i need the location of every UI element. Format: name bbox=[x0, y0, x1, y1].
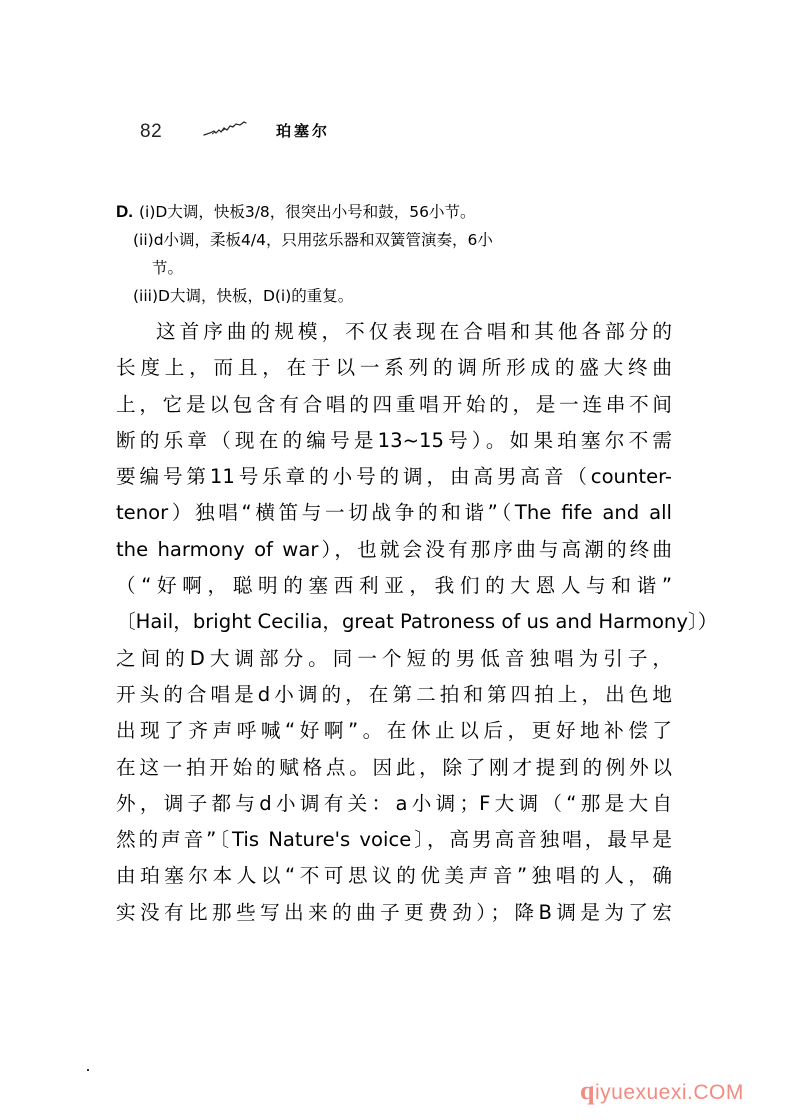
paragraph-line: 出现了齐声呼喊“好啊”。在休止以后，更好地补偿了 bbox=[116, 719, 672, 743]
watermark-text: iyuexuexi.COM bbox=[594, 1081, 744, 1104]
list-item-continuation bbox=[116, 254, 676, 282]
section-label: D. bbox=[116, 202, 133, 221]
list-item-text: (i)D大调，快板3/8，很突出小号和鼓，56小节。 bbox=[139, 203, 476, 221]
paragraph-line: 长度上，而且，在于以一系列的调所形成的盛大终曲 bbox=[116, 356, 672, 380]
paragraph-line: 之间的D大调部分。同一个短的男低音独唱为引子， bbox=[116, 646, 672, 670]
list-item bbox=[116, 226, 676, 254]
running-title: 珀塞尔 bbox=[276, 122, 331, 140]
page-number: 82 bbox=[140, 121, 163, 142]
paragraph-line: 〔Hail，bright Cecilia，great Patroness of us and Harmony〕） bbox=[116, 610, 718, 634]
paragraph-line: the harmony of war），也就会没有那序曲与高潮的终曲 bbox=[116, 537, 672, 561]
list-item-text: 节。 bbox=[152, 259, 184, 277]
paragraph-line: 在这一拍开始的赋格点。因此，除了刚才提到的例外以 bbox=[116, 755, 672, 779]
paragraph-line: 由珀塞尔本人以“不可思议的优美声音”独唱的人，确 bbox=[116, 864, 672, 888]
paragraph-line: 断的乐章（现在的编号是13~15号）。如果珀塞尔不需 bbox=[116, 428, 672, 452]
paragraph-line: 要编号第11号乐章的小号的调，由高男高音（counter- bbox=[116, 465, 672, 489]
flourish-ornament-icon bbox=[202, 120, 248, 138]
list-item-text: (ii)d小调，柔板4/4，只用弦乐器和双簧管演奏，6小 bbox=[133, 231, 493, 249]
watermark-logo-letter: q bbox=[580, 1076, 595, 1105]
paragraph-line: 开头的合唱是d小调的，在第二拍和第四拍上，出色地 bbox=[116, 682, 672, 706]
paragraph-line: 上，它是以包含有合唱的四重唱开始的，是一连串不间 bbox=[116, 392, 672, 416]
site-watermark bbox=[580, 1076, 744, 1106]
paragraph-line: 这首序曲的规模，不仅表现在合唱和其他各部分的 bbox=[156, 320, 672, 343]
scan-speck bbox=[87, 1069, 89, 1071]
list-item-text: (iii)D大调，快板，D(i)的重复。 bbox=[133, 287, 354, 305]
body-paragraph bbox=[116, 314, 718, 931]
paragraph-line: tenor）独唱“横笛与一切战争的和谐”（The fife and all bbox=[116, 501, 672, 525]
section-d-list bbox=[116, 198, 676, 310]
list-item bbox=[116, 198, 676, 226]
page-body bbox=[116, 198, 718, 931]
paragraph-line: （“好啊，聪明的塞西利亚，我们的大恩人与和谐” bbox=[116, 574, 672, 598]
paragraph-line: 实没有比那些写出来的曲子更费劲）；降B调是为了宏 bbox=[116, 900, 672, 924]
paragraph-line: 外，调子都与d小调有关：a小调；F大调（“那是大自 bbox=[116, 791, 672, 815]
page-header bbox=[140, 118, 440, 146]
paragraph-line: 然的声音”〔Tis Nature's voice〕，高男高音独唱，最早是 bbox=[116, 828, 672, 852]
list-item bbox=[116, 282, 676, 310]
